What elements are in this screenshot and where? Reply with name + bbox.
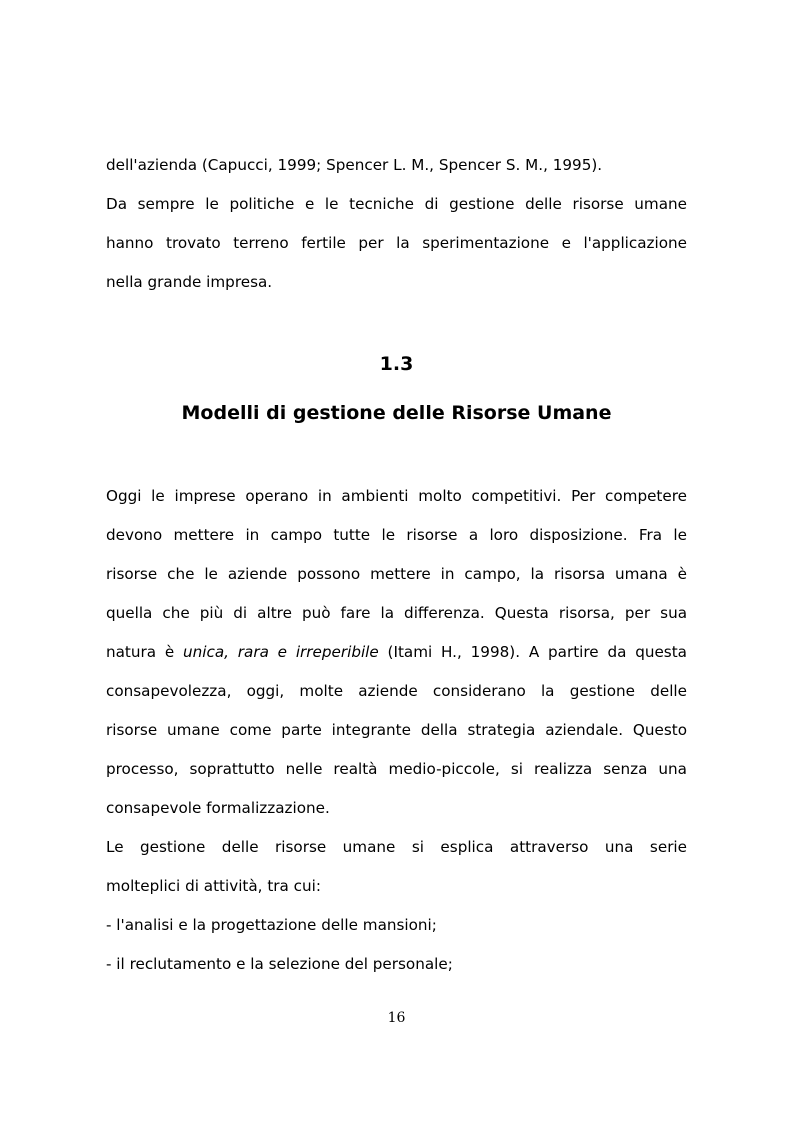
body-line-2: devono mettere in campo tutte le risorse a loro disposizione. Fra le [106, 526, 687, 544]
body-line-4: quella che più di altre può fare la differenza. Questa risorsa, per sua [106, 604, 687, 622]
intro-line-2: Da sempre le politiche e le tecniche di gestione delle risorse umane [106, 195, 687, 213]
page-number: 16 [387, 1010, 406, 1026]
body-line-7: risorse umane come parte integrante della strategia aziendale. Questo [106, 721, 687, 739]
body-line-9: consapevole formalizzazione. [106, 799, 330, 817]
body-line-5 [106, 642, 687, 662]
body-line-5-text-a: natura è [106, 643, 184, 661]
body-line-3: risorse che le aziende possono mettere in campo, la risorsa umana è [106, 565, 687, 583]
body-line-6: consapevolezza, oggi, molte aziende considerano la gestione delle [106, 682, 687, 700]
intro-line-3: hanno trovato terreno fertile per la sperimentazione e l'applicazione [106, 234, 687, 252]
section-title: Modelli di gestione delle Risorse Umane [181, 402, 612, 424]
list-item-2: - il reclutamento e la selezione del personale; [106, 955, 453, 973]
section-number: 1.3 [379, 353, 414, 375]
list-item-1: - l'analisi e la progettazione delle mansioni; [106, 916, 437, 934]
intro-line-1: dell'azienda (Capucci, 1999; Spencer L. M., Spencer S. M., 1995). [106, 156, 603, 174]
body-line-1: Oggi le imprese operano in ambienti molto competitivi. Per competere [106, 487, 687, 505]
body-line-5-text-b: (Itami H., 1998). A partire da questa [378, 643, 687, 661]
body-line-8: processo, soprattutto nelle realtà medio-piccole, si realizza senza una [106, 760, 687, 778]
body-line-5-emphasis: unica, rara e irreperibile [183, 643, 379, 661]
body-line-11: molteplici di attività, tra cui: [106, 877, 321, 895]
body-line-10: Le gestione delle risorse umane si esplica attraverso una serie [106, 838, 687, 856]
intro-line-4: nella grande impresa. [106, 273, 273, 291]
